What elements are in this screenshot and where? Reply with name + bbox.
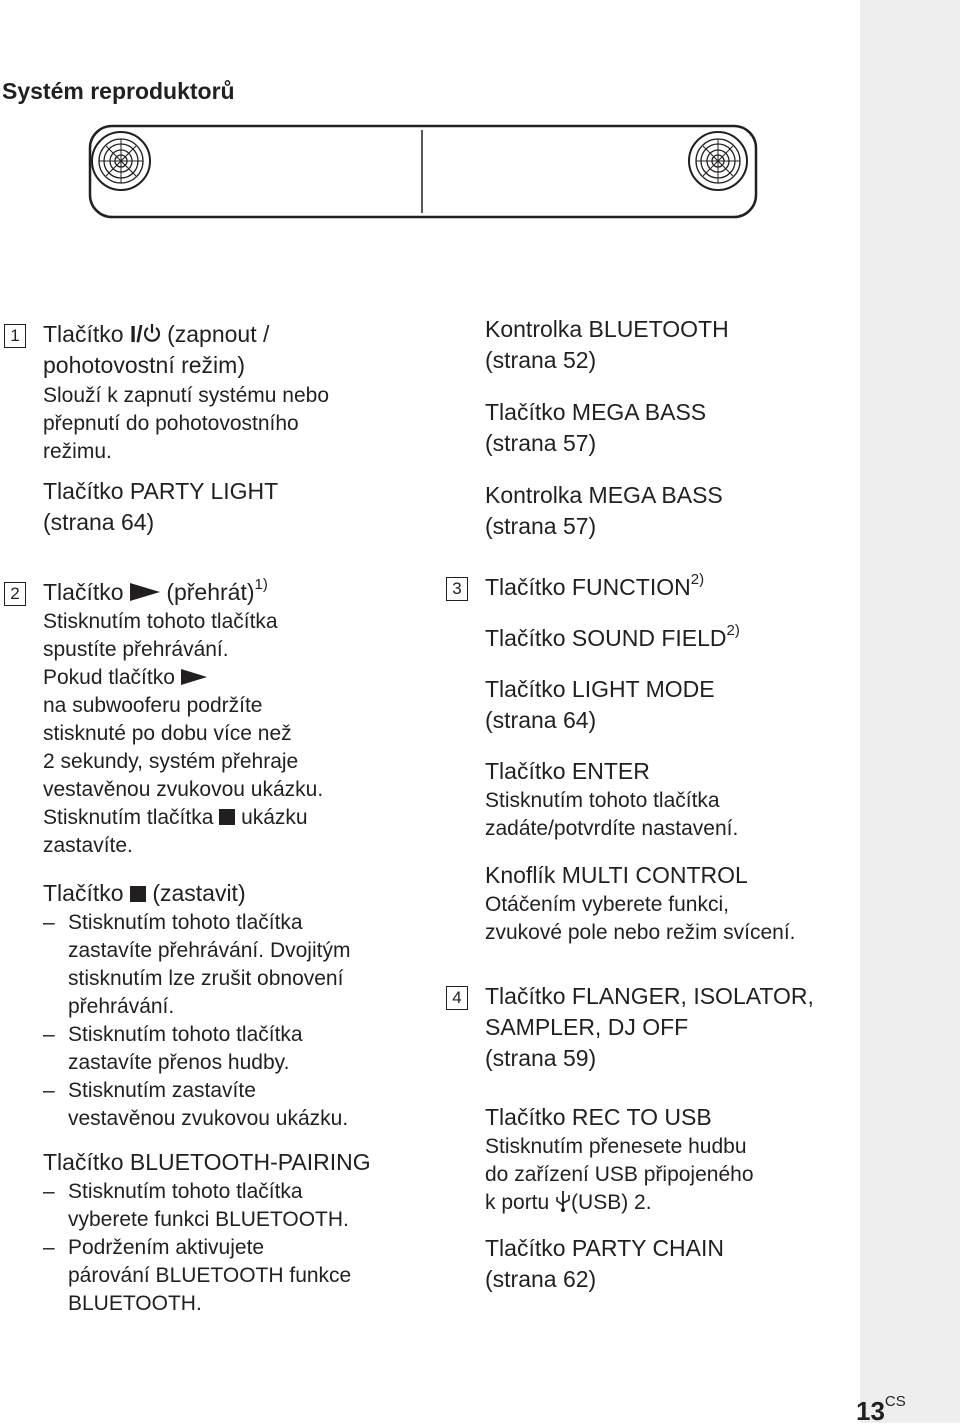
- play-icon-small: [181, 669, 207, 685]
- speaker-right-icon: [689, 132, 747, 190]
- pairing-bullet-1: – Stisknutím tohoto tlačítka vyberete funkci BLUETOOTH.: [43, 1178, 409, 1234]
- multi-control-knob-title: Knoflík MULTI CONTROL: [485, 862, 748, 888]
- power-button-description: Slouží k zapnutí systému nebo přepnutí do pohotovostního režimu.: [43, 384, 329, 463]
- play-icon: [130, 583, 160, 601]
- page-number: $13^{CS}$: [856, 1393, 906, 1426]
- stop-button-bullets: [43, 909, 409, 1133]
- multi-control-knob-description: Otáčením vyberete funkci, zvukové pole nebo režim svícení.: [485, 893, 796, 944]
- power-button-title: Tlačítko I/ (zapnout /: [43, 321, 270, 347]
- power-button-title-line2: pohotovostní režim): [43, 352, 245, 378]
- enter-button-description: Stisknutím tohoto tlačítka zadáte/potvrdíte nastavení.: [485, 789, 739, 840]
- usb-icon: [555, 1189, 571, 1213]
- play-description-c: Stisknutím tlačítka ukázku zastavíte.: [43, 806, 308, 857]
- item-number-2: 2: [4, 582, 26, 606]
- speaker-panel-illustration: [88, 124, 758, 219]
- item-3: [446, 572, 846, 947]
- stop-icon-small: [219, 809, 235, 825]
- play-description-b: Pokud tlačítko na subwooferu podržíte stisknuté po dobu více než 2 sekundy, systém přehraje vestavěnou zvukovou ukázku.: [43, 666, 324, 801]
- flanger-button-title: Tlačítko FLANGER, ISOLATOR, SAMPLER, DJ OFF (strana 59): [485, 983, 814, 1071]
- item-number-4: 4: [446, 986, 468, 1010]
- item-number-1: 1: [4, 324, 26, 348]
- section-title: Systém reproduktorů: [2, 78, 235, 104]
- stop-icon: [130, 886, 146, 902]
- rec-to-usb-description: Stisknutím přenesete hudbu do zařízení USB připojeného k portu (USB) 2.: [485, 1135, 754, 1214]
- party-chain-button: Tlačítko PARTY CHAIN (strana 62): [485, 1235, 725, 1292]
- stop-bullet-1: – Stisknutím tohoto tlačítka zastavíte přehrávání. Dvojitým stisknutím lze zrušit obnovení přehrávání.: [43, 909, 409, 1021]
- item-number-3: 3: [446, 577, 468, 601]
- sound-field-button-title: Tlačítko SOUND FIELD$^{2)}$: [485, 622, 740, 651]
- power-icon: [143, 322, 161, 344]
- speaker-left-icon: [92, 132, 150, 190]
- function-button-title: Tlačítko FUNCTION$^{2)}$: [485, 571, 705, 600]
- item-4: [446, 981, 846, 1295]
- item-2: [4, 577, 409, 1318]
- right-top-entries: [446, 314, 885, 542]
- pairing-button-title: Tlačítko BLUETOOTH-PAIRING: [43, 1149, 371, 1175]
- stop-bullet-3: – Stisknutím zastavíte vestavěnou zvukovou ukázku.: [43, 1077, 409, 1133]
- mega-bass-indicator: Kontrolka MEGA BASS (strana 57): [485, 482, 723, 539]
- item-1: [4, 319, 409, 538]
- stop-bullet-2: – Stisknutím tohoto tlačítka zastavíte přenos hudby.: [43, 1021, 409, 1077]
- bluetooth-indicator: Kontrolka BLUETOOTH (strana 52): [485, 316, 729, 373]
- pairing-bullets: [43, 1178, 409, 1318]
- light-mode-button: Tlačítko LIGHT MODE (strana 64): [485, 676, 715, 733]
- play-button-title: Tlačítko (přehrát)$^{1)}$: [43, 576, 268, 605]
- party-light-title: Tlačítko PARTY LIGHT (strana 64): [43, 478, 279, 535]
- page-side-bar: [860, 0, 960, 1423]
- rec-to-usb-title: Tlačítko REC TO USB: [485, 1104, 712, 1130]
- play-description-a: Stisknutím tohoto tlačítka spustíte přehrávání.: [43, 610, 278, 661]
- pairing-bullet-2: – Podržením aktivujete párování BLUETOOTH funkce BLUETOOTH.: [43, 1234, 409, 1318]
- enter-button-title: Tlačítko ENTER: [485, 758, 650, 784]
- mega-bass-button: Tlačítko MEGA BASS (strana 57): [485, 399, 707, 456]
- stop-button-title: Tlačítko (zastavit): [43, 880, 246, 906]
